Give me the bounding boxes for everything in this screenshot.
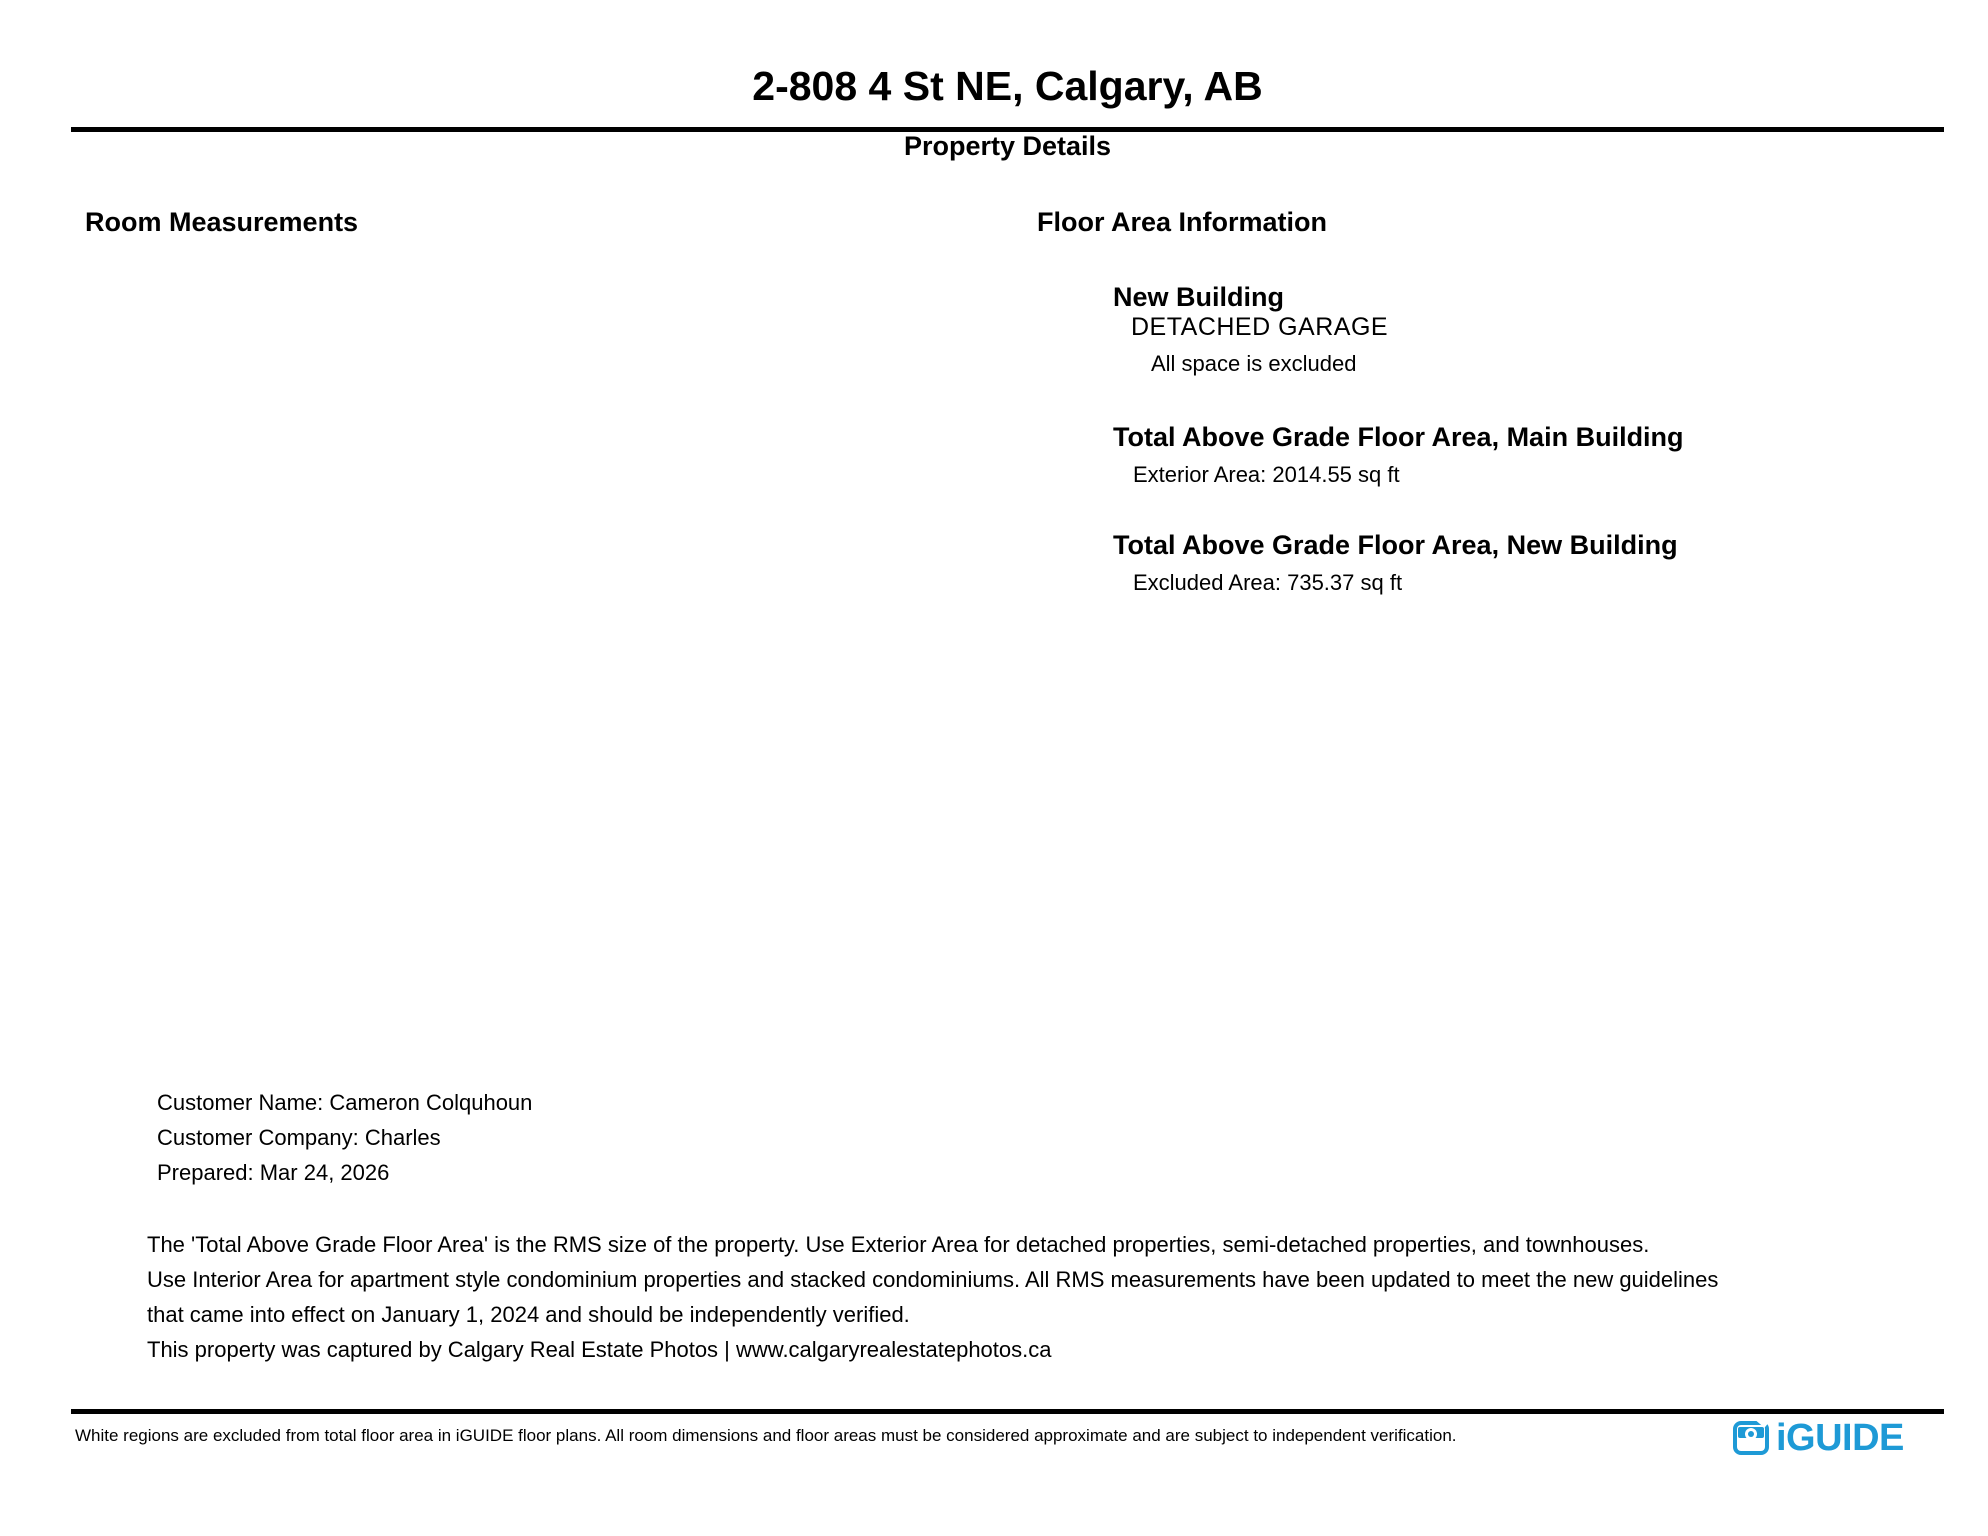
camera-notch [1756, 1415, 1769, 1427]
footer-disclaimer: White regions are excluded from total floor area in iGUIDE floor plans. All room dimensions and floor areas must be considered approximate and are subject to independent verification. [75, 1426, 1457, 1445]
page-subtitle: Property Details [903, 131, 1112, 161]
iguide-logo [1733, 1419, 1904, 1457]
room-measurements-heading: Room Measurements [85, 207, 359, 237]
customer-info [157, 1085, 532, 1190]
prepared-date-line: Prepared: Mar 24, 2026 [157, 1160, 390, 1185]
floor-area-information-heading: Floor Area Information [1037, 207, 1328, 237]
rms-disclaimer [147, 1227, 1718, 1367]
total-main-building-detail: Exterior Area: 2014.55 sq ft [1133, 462, 1400, 487]
total-new-building-heading: Total Above Grade Floor Area, New Building [1113, 530, 1678, 560]
camera-lens [1745, 1428, 1757, 1440]
customer-company-line: Customer Company: Charles [157, 1125, 441, 1150]
total-new-building-detail: Excluded Area: 735.37 sq ft [1133, 570, 1403, 595]
page-title: 2-808 4 St NE, Calgary, AB [752, 63, 1263, 109]
disclaimer-line: Use Interior Area for apartment style condominium properties and stacked condominiums. All RMS measurements have been updated to meet the new guidelines [147, 1267, 1719, 1292]
customer-name-line: Customer Name: Cameron Colquhoun [157, 1090, 533, 1115]
iguide-camera-icon [1733, 1421, 1769, 1455]
disclaimer-line: This property was captured by Calgary Real Estate Photos | www.calgaryrealestatephotos.ca [147, 1337, 1052, 1362]
footer-divider [71, 1409, 1944, 1414]
new-building-note: All space is excluded [1151, 351, 1357, 376]
total-main-building-heading: Total Above Grade Floor Area, Main Building [1113, 422, 1684, 452]
disclaimer-line: The 'Total Above Grade Floor Area' is the RMS size of the property. Use Exterior Area for detached properties, semi-detached properties, and townhouses. [147, 1232, 1650, 1257]
iguide-wordmark: iGUIDE [1776, 1417, 1904, 1459]
new-building-heading: New Building [1113, 282, 1284, 312]
disclaimer-line: that came into effect on January 1, 2024 and should be independently verified. [147, 1302, 910, 1327]
new-building-name: DETACHED GARAGE [1131, 313, 1389, 341]
